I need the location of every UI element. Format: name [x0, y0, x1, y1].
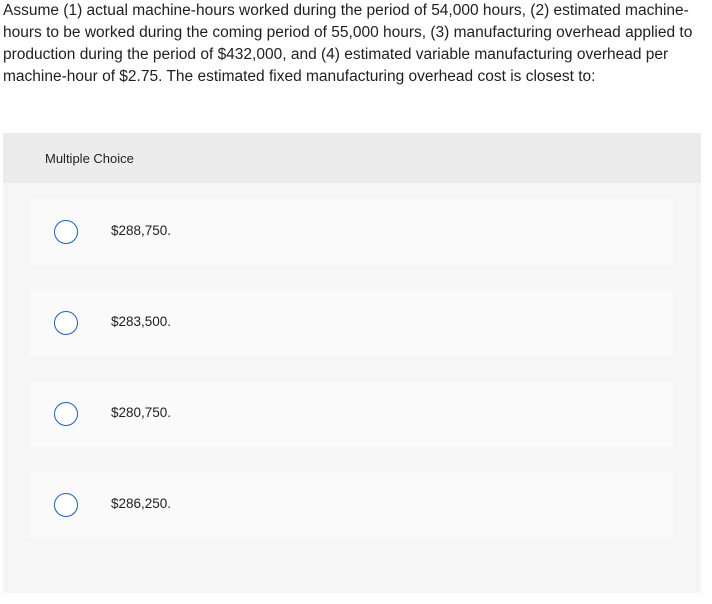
answer-option-label: $286,250.: [111, 496, 172, 511]
radio-button-icon[interactable]: [54, 220, 78, 244]
answer-option-label: $288,750.: [111, 223, 172, 238]
options-list: [3, 183, 701, 593]
multiple-choice-header: [3, 133, 701, 183]
radio-button-icon[interactable]: [54, 493, 78, 517]
answer-option-2[interactable]: [29, 290, 673, 356]
radio-button-icon[interactable]: [54, 402, 78, 426]
answer-option-label: $283,500.: [111, 314, 172, 329]
multiple-choice-panel: [3, 133, 701, 593]
radio-button-icon[interactable]: [54, 311, 78, 335]
answer-option-4[interactable]: [29, 472, 673, 538]
question-text: Assume (1) actual machine-hours worked during the period of 54,000 hours, (2) estimated machine-hours to be worked during the coming period of 55,000 hours, (3) manufacturing overhead applied to production during the period of $432,000, and (4) estimated variable manufacturing overhead per machine-hour of $2.75. The estimated fixed manufacturing overhead cost is closest to:: [3, 2, 693, 85]
answer-option-label: $280,750.: [111, 405, 172, 420]
answer-option-1[interactable]: [29, 199, 673, 265]
answer-option-3[interactable]: [29, 381, 673, 447]
multiple-choice-title: Multiple Choice: [45, 151, 134, 166]
